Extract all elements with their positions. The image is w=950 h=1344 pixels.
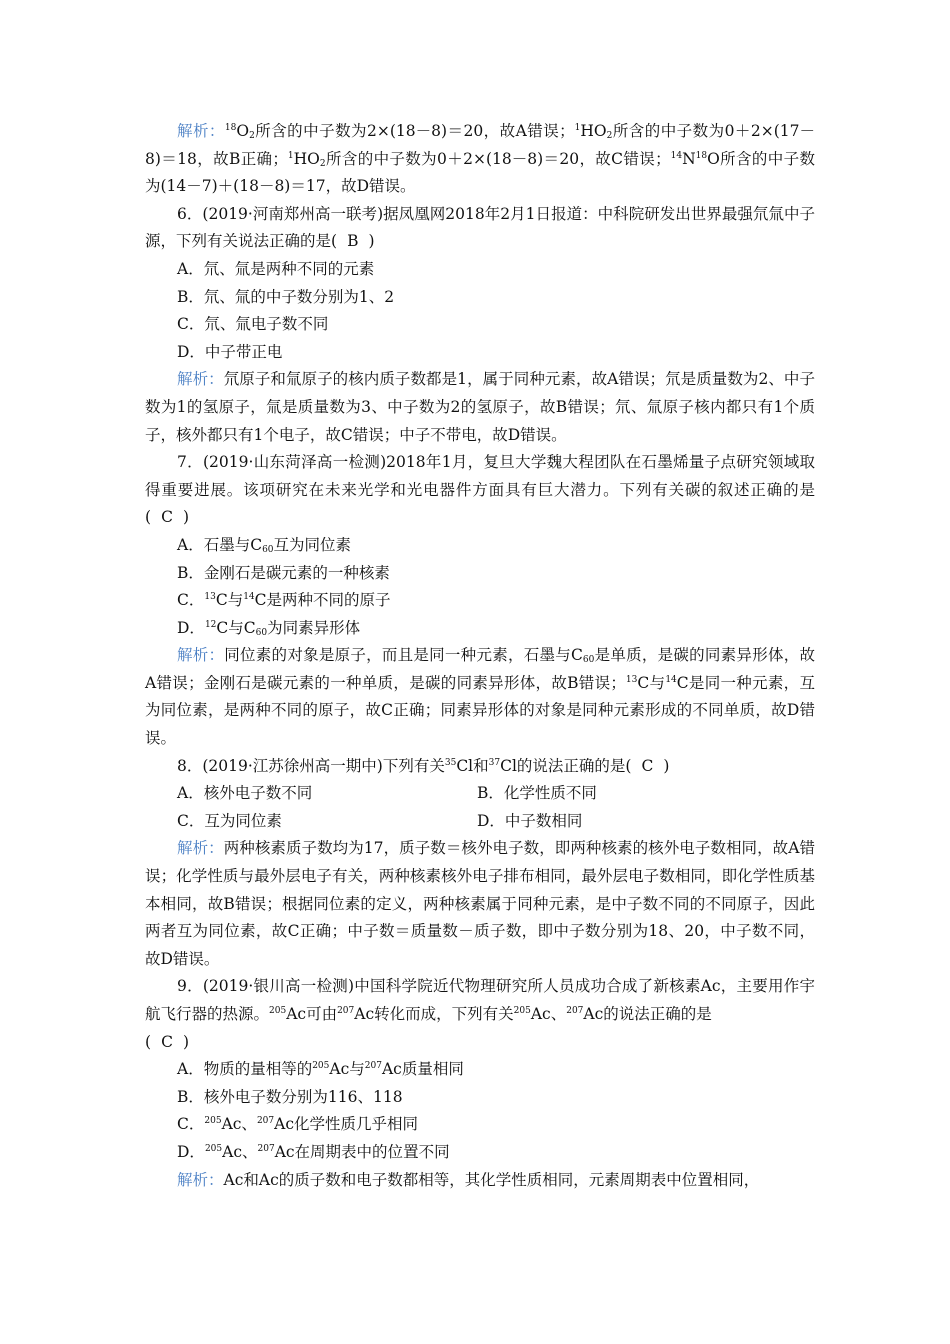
q8-option-c: C．互为同位素 [177,811,282,830]
analysis-label: 解析： [177,122,225,140]
q9-option-c: C．$^{205}$Ac、$^{207}$Ac化学性质几乎相同 [177,1115,419,1134]
answer-7: C [161,508,173,527]
q9-option-d: D．$^{205}$Ac、$^{207}$Ac在周期表中的位置不同 [177,1142,450,1161]
analysis-prev: 解析：$^{18}O_2$所含的中子数为2×(18－8)＝20，故A错误；$^1HO_2$所含的中子数为0＋2×(17－8)＝18，故B正确；$^1HO_2$所含的中子数为0＋2×(18－8)＝20，故C错误；$^{14}N^{18}O$所含的中子数为(14－7)＋(18－8)＝17，故D错误。 [145,122,815,196]
document-page [145,118,815,1194]
question-9: 9．(2019·银川高一检测)中国科学院近代物理研究所人员成功合成了新核素Ac，主要用作宇航飞行器的热源。$^{205}$Ac可由$^{207}$Ac转化而成，下列有关$^{205}$Ac、$^{207}$Ac的说法正确的是 ( C ) [145,977,815,1051]
answer-8: C [641,756,654,775]
analysis-9: 解析：Ac和Ac的质子数和电子数都相等，其化学性质相同，元素周期表中位置相同， [177,1170,760,1189]
q9-option-a: A．物质的量相等的$^{205}$Ac与$^{207}$Ac质量相同 [177,1060,464,1079]
answer-9: C [161,1032,173,1051]
q6-option-d: D．中子带正电 [177,342,283,361]
q6-option-a: A．氘、氚是两种不同的元素 [177,259,375,278]
q6-option-b: B．氘、氚的中子数分别为1、2 [177,287,395,306]
q8-options-row-1 [145,780,815,808]
question-8: 8．(2019·江苏徐州高一期中)下列有关$^{35}$Cl和$^{37}$Cl的说法正确的是( C ) [177,756,670,775]
q9-option-b: B．核外电子数分别为116、118 [177,1087,403,1106]
q8-option-b: B．化学性质不同 [477,784,597,803]
question-6: 6．(2019·河南郑州高一联考)据凤凰网2018年2月1日报道：中科院研发出世界最强氘氚中子源，下列有关说法正确的是( B ) [145,204,815,251]
q8-option-a: A．核外电子数不同 [177,784,313,803]
q8-options-row-2 [145,808,815,836]
q7-option-b: B．金刚石是碳元素的一种核素 [177,563,390,582]
analysis-7: 解析：同位素的对象是原子，而且是同一种元素，石墨与$C_{60}$是单质，是碳的同素异形体，故A错误；金刚石是碳元素的一种单质，是碳的同素异形体，故B错误；$^{13}$C与$^{14}$C是同一种元素，互为同位素，是两种不同的原子，故C正确；同素异形体的对象是同种元素形成的不同单质，故D错误。 [145,646,815,748]
answer-6: B [347,232,359,251]
analysis-8: 解析：两种核素质子数均为17，质子数＝核外电子数，即两种核素的核外电子数相同，故A错误；化学性质与最外层电子有关，两种核素核外电子排布相同，最外层电子数相同，即化学性质基本相同，故B错误；根据同位素的定义，两种核素属于同种元素，是中子数不同的不同原子，因此两者互为同位素，故C正确；中子数＝质量数－质子数，即中子数分别为18、20，中子数不同，故D错误。 [145,839,815,968]
q7-option-d: D．$^{12}$C与$C_{60}$为同素异形体 [177,618,361,638]
q7-option-a: A．石墨与$C_{60}$互为同位素 [177,535,352,555]
q8-option-d: D．中子数相同 [477,811,583,830]
question-7: 7．(2019·山东菏泽高一检测)2018年1月，复旦大学魏大程团队在石墨烯量子点研究领域取得重要进展。该项研究在未来光学和光电器件方面具有巨大潜力。下列有关碳的叙述正确的是( C ) [145,453,815,527]
q6-option-c: C．氘、氚电子数不同 [177,315,329,334]
analysis-6: 解析：氘原子和氚原子的核内质子数都是1，属于同种元素，故A错误；氘是质量数为2、中子数为1的氢原子，氚是质量数为3、中子数为2的氢原子，故B错误；氘、氚原子核内都只有1个质子，核外都只有1个电子，故C错误；中子不带电，故D错误。 [145,370,815,444]
q7-option-c: C．$^{13}$C与$^{14}$C是两种不同的原子 [177,591,391,610]
